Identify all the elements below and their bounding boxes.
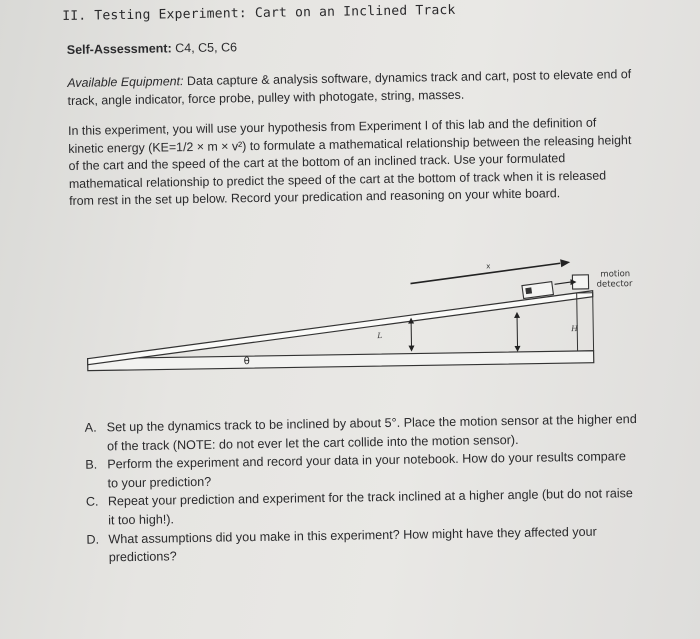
equipment-line-1: Data capture & analysis software, dynamics track and cart, post to elevate end of bbox=[186, 67, 632, 89]
motion-label: motion bbox=[600, 269, 631, 280]
step-line: of the track (NOTE: do not ever let the cart collide into the motion sensor). bbox=[106, 432, 519, 453]
x-arrow-head bbox=[560, 259, 570, 267]
intro-line: mathematical relationship to predict the speed of the cart at the bottom of track when it is released bbox=[68, 168, 607, 191]
step-line: Repeat your prediction and experiment for the track inclined at a higher angle (but do not raise bbox=[107, 486, 634, 509]
intro-line: In this experiment, you will use your hypothesis from Experiment I of this lab and the definition of bbox=[67, 115, 597, 138]
step-line: to your prediction? bbox=[107, 474, 212, 491]
intro-line: from rest in the set up below. Record your predication and reasoning on your white board. bbox=[69, 186, 561, 208]
height-label: H bbox=[571, 323, 578, 334]
step-line: What assumptions did you make in this experiment? How might have they affected your bbox=[108, 524, 597, 546]
step-line: predictions? bbox=[108, 549, 177, 565]
list-item bbox=[86, 521, 667, 567]
equipment-label: Available Equipment: bbox=[67, 74, 184, 90]
cart-flag bbox=[525, 287, 532, 294]
support-post bbox=[577, 293, 594, 351]
angle-label: θ bbox=[243, 356, 250, 368]
page-title: II. Testing Experiment: Cart on an Inclined Track bbox=[62, 2, 456, 25]
detector-label: detector bbox=[596, 279, 633, 290]
height-arrow-down bbox=[408, 346, 414, 352]
steps-list bbox=[85, 410, 667, 568]
x-label: x bbox=[486, 262, 491, 271]
step-letter: B. bbox=[85, 457, 98, 472]
step-letter: A. bbox=[84, 420, 97, 435]
step-line: it too high!). bbox=[108, 512, 175, 528]
intro-line: kinetic energy (KE=1/2 × m × v²) to formulate a mathematical relationship between the releasing height bbox=[68, 132, 632, 156]
sensor-arrow bbox=[555, 282, 571, 284]
intro-paragraph bbox=[68, 114, 649, 211]
height-arrow-up-2 bbox=[514, 312, 520, 318]
step-line: Perform the experiment and record your data in your notebook. How do your results compare bbox=[107, 449, 627, 472]
step-letter: D. bbox=[86, 532, 100, 547]
intro-line: of the cart and the speed of the cart at the bottom of an inclined track. Use your formulated bbox=[68, 151, 566, 173]
equipment-paragraph bbox=[67, 66, 647, 110]
height-arrow-down-2 bbox=[514, 346, 520, 352]
self-assessment bbox=[67, 40, 237, 57]
self-assessment-label: Self-Assessment: bbox=[66, 41, 172, 57]
height-arrow-right bbox=[517, 314, 518, 350]
incline-diagram bbox=[84, 252, 646, 391]
length-label: L bbox=[377, 331, 383, 341]
self-assessment-value: C4, C5, C6 bbox=[175, 40, 238, 56]
equipment-line-2: track, angle indicator, force probe, pulley with photogate, string, masses. bbox=[67, 87, 465, 108]
step-letter: C. bbox=[85, 494, 99, 510]
step-line: Set up the dynamics track to be inclined by about 5°. Place the motion sensor at the higher end bbox=[106, 412, 637, 435]
